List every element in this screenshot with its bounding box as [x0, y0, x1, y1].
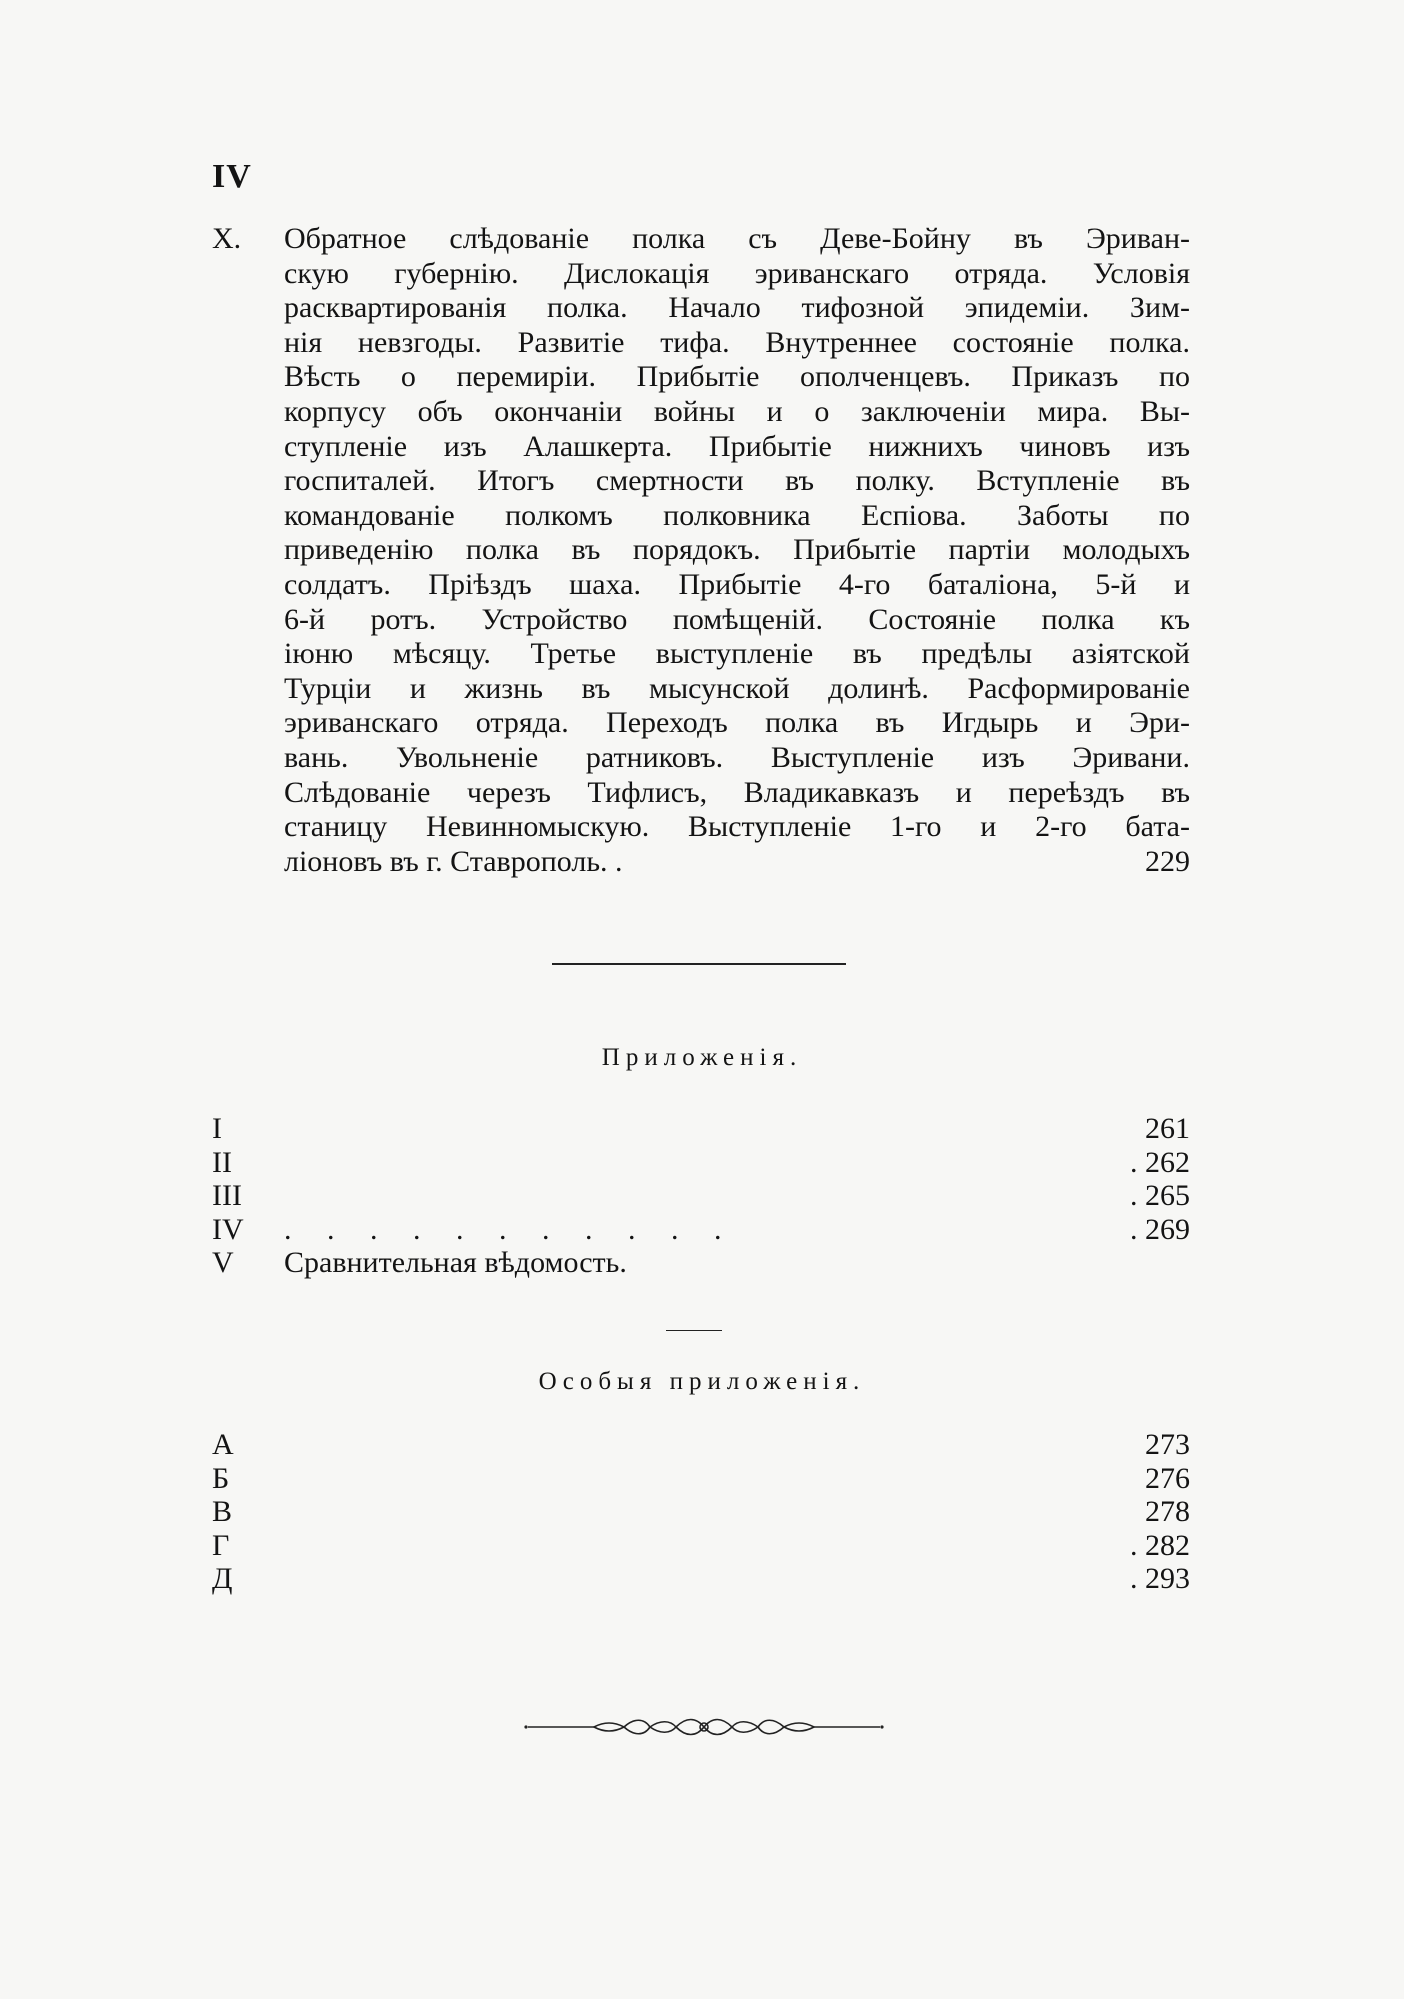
appendix-page: . 262: [1130, 1145, 1190, 1179]
page-number: IV: [212, 158, 252, 195]
appendix-label: I: [212, 1112, 222, 1145]
chapter-line: корпусу объ окончаніи войны и о заключеніи мира. Вы-: [284, 394, 1190, 428]
chapter-line: госпиталей. Итогъ смертности въ полку. Вступленіе въ: [284, 464, 1190, 498]
chapter-line: скую губернію. Дислокація эриванскаго отряда. Условія: [284, 256, 1190, 290]
chapter-line: солдатъ. Пріѣздъ шаха. Прибытіе 4-го баталіона, 5-й и: [284, 567, 1190, 601]
special-appendix-page: . 282: [1130, 1528, 1190, 1562]
chapter-line: ступленіе изъ Алашкерта. Прибытіе нижнихъ чиновъ изъ: [284, 429, 1190, 463]
special-appendices-list: [212, 1428, 1190, 1596]
section-divider-short: [666, 1330, 722, 1331]
appendix-label: V: [212, 1246, 234, 1279]
special-appendix-row: [212, 1495, 1190, 1529]
appendices-list: [212, 1112, 1190, 1280]
chapter-line: Вѣсть о перемиріи. Прибытіе ополченцевъ. Приказъ по: [284, 360, 1190, 394]
special-appendix-page: 273: [1145, 1428, 1190, 1461]
chapter-numeral: X.: [212, 222, 242, 255]
chapter-description: [284, 222, 1190, 879]
chapter-line: Турціи и жизнь въ мысунской долинѣ. Расформированіе: [284, 671, 1190, 705]
special-appendix-page: 276: [1145, 1461, 1190, 1495]
special-appendix-page: . 293: [1130, 1562, 1190, 1595]
chapter-last-line-text: ліоновъ въ г. Ставрополь. .: [284, 844, 623, 878]
decorative-flourish-icon: [524, 1716, 884, 1738]
chapter-line: Обратное слѣдованіе полка съ Деве-Бойну въ Эриван-: [284, 222, 1190, 255]
chapter-line: Слѣдованіе черезъ Тифлисъ, Владикавказъ и переѣздъ въ: [284, 775, 1190, 809]
section-divider: [552, 963, 846, 965]
chapter-line: вань. Увольненіе ратниковъ. Выступленіе изъ Эривани.: [284, 740, 1190, 774]
appendix-page: 261: [1145, 1112, 1190, 1145]
special-appendix-row: [212, 1562, 1190, 1596]
special-appendix-label: Б: [212, 1461, 230, 1495]
appendix-row: [212, 1146, 1190, 1180]
appendix-page: . 265: [1130, 1179, 1190, 1212]
appendix-title: Сравнительная вѣдомость.: [284, 1246, 627, 1279]
chapter-line: командованіе полкомъ полковника Еспіова. Заботы по: [284, 498, 1190, 532]
appendix-row: [212, 1179, 1190, 1213]
special-appendix-label: Д: [212, 1562, 233, 1595]
special-appendix-label: В: [212, 1495, 233, 1528]
special-appendix-page: 278: [1145, 1495, 1190, 1528]
special-appendices-heading: Особыя приложенія.: [538, 1368, 866, 1395]
chapter-line: приведенію полка въ порядокъ. Прибытіе партіи молодыхъ: [284, 533, 1190, 567]
special-appendix-row: [212, 1462, 1190, 1496]
chapter-line: станицу Невинномыскую. Выступленіе 1-го и 2-го бата-: [284, 810, 1190, 844]
chapter-line: іюню мѣсяцу. Третье выступленіе въ предѣлы азіятской: [284, 637, 1190, 671]
chapter-line: расквартированія полка. Начало тифозной эпидеміи. Зим-: [284, 291, 1190, 325]
chapter-line: 6-й ротъ. Устройство помѣщеній. Состояніе полка къ: [284, 602, 1190, 636]
appendix-leader-dots: . . . . . . . . . . .: [284, 1212, 736, 1246]
appendix-row: [212, 1112, 1190, 1146]
appendix-label: II: [212, 1145, 232, 1179]
chapter-line-last: [284, 845, 1190, 880]
appendices-heading: Приложенія.: [601, 1044, 803, 1071]
chapter-line: эриванскаго отряда. Переходъ полка въ Игдырь и Эри-: [284, 706, 1190, 740]
appendix-page: . 269: [1130, 1212, 1190, 1246]
appendix-label: III: [212, 1179, 242, 1212]
special-appendix-label: Г: [212, 1528, 230, 1562]
special-appendix-row: [212, 1529, 1190, 1563]
appendix-row: [212, 1213, 1190, 1247]
chapter-page-number: 229: [1145, 844, 1190, 878]
appendix-row: [212, 1246, 1190, 1280]
chapter-line: нія невзгоды. Развитіе тифа. Внутреннее состояніе полка.: [284, 325, 1190, 359]
special-appendix-label: А: [212, 1428, 234, 1461]
special-appendix-row: [212, 1428, 1190, 1462]
appendix-label: IV: [212, 1212, 244, 1246]
